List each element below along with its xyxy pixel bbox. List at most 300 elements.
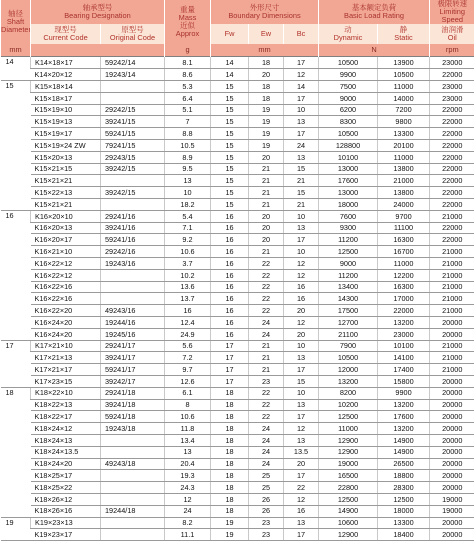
table-row (1, 493, 474, 505)
original-code-cell: 59242/14 (101, 57, 165, 69)
ew-cell: 21 (249, 187, 284, 199)
original-code-cell: 79241/15 (101, 140, 165, 152)
fw-header: Fw (211, 24, 249, 44)
fw-cell: 15 (211, 187, 249, 199)
dynamic-load-cell: 11200 (319, 234, 378, 246)
static-load-cell: 17400 (378, 364, 430, 376)
dynamic-load-cell: 21100 (319, 328, 378, 340)
static-load-cell: 14100 (378, 352, 430, 364)
mass-cell: 18.2 (165, 198, 211, 210)
table-row (1, 92, 474, 104)
bc-cell: 16 (284, 281, 319, 293)
table-row (1, 529, 474, 541)
oil-speed-cell: 23000 (430, 81, 474, 93)
table-row (1, 281, 474, 293)
bc-cell: 22 (284, 482, 319, 494)
mass-cell: 7.2 (165, 352, 211, 364)
static-load-cell: 14000 (378, 92, 430, 104)
oil-speed-cell: 22000 (430, 175, 474, 187)
table-row (1, 305, 474, 317)
bc-cell: 17 (284, 234, 319, 246)
fw-cell: 18 (211, 434, 249, 446)
oil-speed-cell: 21000 (430, 352, 474, 364)
original-code-cell: 19244/16 (101, 316, 165, 328)
original-code-cell (101, 175, 165, 187)
fw-cell: 18 (211, 446, 249, 458)
static-load-cell: 13900 (378, 57, 430, 69)
table-row (1, 234, 474, 246)
ew-cell: 22 (249, 281, 284, 293)
bc-cell: 13.5 (284, 446, 319, 458)
oil-speed-cell: 22000 (430, 234, 474, 246)
static-load-cell: 16300 (378, 234, 430, 246)
dynamic-load-cell: 7600 (319, 210, 378, 222)
original-code-cell: 39242/15 (101, 163, 165, 175)
dynamic-load-cell: 19000 (319, 458, 378, 470)
bc-cell: 17 (284, 470, 319, 482)
table-row (1, 517, 474, 529)
ew-cell: 21 (249, 198, 284, 210)
current-code-cell: K18×22×17 (31, 411, 101, 423)
mass-cell: 12.4 (165, 316, 211, 328)
mass-cell: 8.6 (165, 69, 211, 81)
fw-cell: 18 (211, 482, 249, 494)
current-code-cell: K19×23×13 (31, 517, 101, 529)
current-code-cell: K18×24×13 (31, 434, 101, 446)
static-load-cell: 13200 (378, 423, 430, 435)
fw-cell: 16 (211, 328, 249, 340)
fw-cell: 14 (211, 69, 249, 81)
bc-cell: 17 (284, 364, 319, 376)
ew-cell: 26 (249, 505, 284, 517)
original-code-cell: 29241/16 (101, 210, 165, 222)
original-code-cell (101, 92, 165, 104)
bc-cell: 17 (284, 529, 319, 541)
fw-cell: 18 (211, 399, 249, 411)
mass-cell: 8.2 (165, 517, 211, 529)
bc-cell: 17 (284, 411, 319, 423)
ew-cell: 20 (249, 69, 284, 81)
static-load-cell: 24000 (378, 198, 430, 210)
table-header (1, 0, 474, 57)
original-code-cell: 19245/16 (101, 328, 165, 340)
table-row (1, 434, 474, 446)
bc-cell: 20 (284, 328, 319, 340)
bc-cell: 15 (284, 163, 319, 175)
ew-cell: 18 (249, 81, 284, 93)
fw-cell: 18 (211, 411, 249, 423)
current-code-cell: K19×23×17 (31, 529, 101, 541)
ew-cell: 22 (249, 257, 284, 269)
bearing-designation-header: 轴承型号 Bearing Designation (31, 0, 165, 24)
ew-cell: 20 (249, 151, 284, 163)
dynamic-load-cell: 18000 (319, 198, 378, 210)
current-code-cell: K18×25×22 (31, 482, 101, 494)
mass-cell: 10.6 (165, 411, 211, 423)
table-row (1, 340, 474, 352)
table-row (1, 222, 474, 234)
bc-cell: 12 (284, 316, 319, 328)
ew-header: Ew (249, 24, 284, 44)
dynamic-load-cell: 13000 (319, 163, 378, 175)
bc-header: Bc (284, 24, 319, 44)
mass-cell: 9.2 (165, 234, 211, 246)
original-code-cell (101, 81, 165, 93)
dynamic-load-cell: 17600 (319, 175, 378, 187)
original-code-cell (101, 293, 165, 305)
ew-cell: 22 (249, 399, 284, 411)
shaft-diameter-cell: 17 (1, 340, 31, 387)
table-row (1, 399, 474, 411)
unit-shaft: mm (1, 44, 31, 57)
ew-cell: 22 (249, 411, 284, 423)
bc-cell: 21 (284, 175, 319, 187)
fw-cell: 15 (211, 163, 249, 175)
original-code-cell: 49243/16 (101, 305, 165, 317)
current-code-cell: K16×22×16 (31, 293, 101, 305)
current-code-cell: K15×21×21 (31, 175, 101, 187)
mass-cell: 9.7 (165, 364, 211, 376)
original-code-cell: 59241/17 (101, 364, 165, 376)
fw-cell: 15 (211, 175, 249, 187)
original-code-cell: 39242/15 (101, 187, 165, 199)
mass-header: 重量 Mass 近似 Approx (165, 0, 211, 44)
table-row (1, 163, 474, 175)
fw-cell: 14 (211, 57, 249, 69)
current-code-cell: K14×18×17 (31, 57, 101, 69)
fw-cell: 19 (211, 529, 249, 541)
original-code-cell: 39242/17 (101, 375, 165, 387)
mass-cell: 9.5 (165, 163, 211, 175)
table-row (1, 423, 474, 435)
bc-cell: 13 (284, 434, 319, 446)
ew-cell: 19 (249, 104, 284, 116)
fw-cell: 15 (211, 92, 249, 104)
oil-speed-cell: 22000 (430, 69, 474, 81)
ew-cell: 20 (249, 222, 284, 234)
mass-cell: 10.5 (165, 140, 211, 152)
current-code-cell: K16×21×10 (31, 246, 101, 258)
dynamic-load-cell: 12500 (319, 411, 378, 423)
original-code-cell: 19243/16 (101, 257, 165, 269)
current-code-cell: K16×22×12 (31, 257, 101, 269)
original-code-cell: 39241/15 (101, 116, 165, 128)
fw-cell: 17 (211, 340, 249, 352)
static-load-cell: 10500 (378, 69, 430, 81)
static-header: 静 Static (378, 24, 430, 44)
mass-cell: 13.4 (165, 434, 211, 446)
current-code-cell: K16×22×16 (31, 281, 101, 293)
boundary-dimensions-header: 外形尺寸 Boundary Dimensions (211, 0, 319, 24)
ew-cell: 20 (249, 210, 284, 222)
table-row (1, 187, 474, 199)
unit-load: N (319, 44, 430, 57)
ew-cell: 25 (249, 470, 284, 482)
table-row (1, 269, 474, 281)
ew-cell: 22 (249, 269, 284, 281)
ew-cell: 23 (249, 517, 284, 529)
oil-speed-cell: 19000 (430, 505, 474, 517)
current-code-cell: K17×21×13 (31, 352, 101, 364)
limiting-speed-header: 极限转速 Limiting Speed (430, 0, 474, 24)
dynamic-load-cell: 14900 (319, 505, 378, 517)
oil-speed-cell: 21000 (430, 293, 474, 305)
current-code-header: 现型号 Current Code (31, 24, 101, 44)
current-code-cell: K16×22×12 (31, 269, 101, 281)
bc-cell: 17 (284, 92, 319, 104)
bc-cell: 20 (284, 458, 319, 470)
oil-speed-cell: 23000 (430, 92, 474, 104)
table-row (1, 411, 474, 423)
oil-speed-cell: 21000 (430, 281, 474, 293)
dynamic-load-cell: 12000 (319, 364, 378, 376)
bc-cell: 21 (284, 198, 319, 210)
original-code-cell: 29241/17 (101, 340, 165, 352)
bc-cell: 13 (284, 116, 319, 128)
original-code-cell (101, 529, 165, 541)
original-code-cell: 19243/14 (101, 69, 165, 81)
static-load-cell: 26500 (378, 458, 430, 470)
shaft-diameter-cell: 14 (1, 57, 31, 81)
current-code-cell: K18×24×13.5 (31, 446, 101, 458)
static-load-cell: 18800 (378, 470, 430, 482)
static-load-cell: 13300 (378, 517, 430, 529)
mass-cell: 5.4 (165, 210, 211, 222)
fw-cell: 16 (211, 246, 249, 258)
bc-cell: 14 (284, 81, 319, 93)
bc-cell: 10 (284, 104, 319, 116)
original-code-cell (101, 470, 165, 482)
fw-cell: 17 (211, 364, 249, 376)
mass-cell: 8.1 (165, 57, 211, 69)
table-row (1, 175, 474, 187)
fw-cell: 17 (211, 352, 249, 364)
table-row (1, 505, 474, 517)
mass-cell: 5.3 (165, 81, 211, 93)
original-code-cell: 39241/16 (101, 222, 165, 234)
bc-cell: 12 (284, 69, 319, 81)
static-load-cell: 11100 (378, 222, 430, 234)
ew-cell: 24 (249, 316, 284, 328)
oil-speed-cell: 23000 (430, 57, 474, 69)
dynamic-load-cell: 9300 (319, 222, 378, 234)
fw-cell: 16 (211, 305, 249, 317)
table-row (1, 364, 474, 376)
oil-speed-cell: 20000 (430, 411, 474, 423)
original-code-header: 原型号 Original Code (101, 24, 165, 44)
bc-cell: 13 (284, 399, 319, 411)
table-row (1, 140, 474, 152)
fw-cell: 18 (211, 458, 249, 470)
mass-cell: 10.2 (165, 269, 211, 281)
dynamic-load-cell: 11200 (319, 269, 378, 281)
bc-cell: 16 (284, 505, 319, 517)
ew-cell: 21 (249, 352, 284, 364)
oil-speed-cell: 21000 (430, 246, 474, 258)
current-code-cell: K15×19×17 (31, 128, 101, 140)
dynamic-load-cell: 9000 (319, 92, 378, 104)
ew-cell: 26 (249, 493, 284, 505)
ew-cell: 24 (249, 458, 284, 470)
original-code-cell (101, 281, 165, 293)
original-code-cell: 39241/17 (101, 352, 165, 364)
mass-cell: 5.1 (165, 104, 211, 116)
unit-mass: g (165, 44, 211, 57)
original-code-cell (101, 493, 165, 505)
fw-cell: 15 (211, 128, 249, 140)
bc-cell: 13 (284, 151, 319, 163)
mass-cell: 3.7 (165, 257, 211, 269)
oil-speed-cell: 22000 (430, 198, 474, 210)
original-code-cell: 49243/18 (101, 458, 165, 470)
mass-cell: 7 (165, 116, 211, 128)
oil-speed-cell: 22000 (430, 187, 474, 199)
current-code-cell: K15×19×13 (31, 116, 101, 128)
ew-cell: 23 (249, 529, 284, 541)
current-code-cell: K18×22×13 (31, 399, 101, 411)
oil-speed-cell: 22000 (430, 104, 474, 116)
static-load-cell: 9700 (378, 210, 430, 222)
fw-cell: 15 (211, 81, 249, 93)
fw-cell: 17 (211, 375, 249, 387)
shaft-diameter-cell: 15 (1, 81, 31, 211)
static-load-cell: 9900 (378, 387, 430, 399)
current-code-cell: K16×20×10 (31, 210, 101, 222)
mass-cell: 11.8 (165, 423, 211, 435)
table-row (1, 316, 474, 328)
dynamic-load-cell: 12700 (319, 316, 378, 328)
current-code-cell: K18×25×17 (31, 470, 101, 482)
mass-cell: 20.4 (165, 458, 211, 470)
dynamic-load-cell: 10100 (319, 151, 378, 163)
ew-cell: 21 (249, 163, 284, 175)
bc-cell: 12 (284, 269, 319, 281)
oil-speed-cell: 20000 (430, 434, 474, 446)
static-load-cell: 28300 (378, 482, 430, 494)
static-load-cell: 12500 (378, 493, 430, 505)
fw-cell: 15 (211, 116, 249, 128)
oil-speed-cell: 22000 (430, 140, 474, 152)
current-code-cell: K15×20×13 (31, 151, 101, 163)
oil-speed-cell: 19000 (430, 493, 474, 505)
table-row (1, 151, 474, 163)
oil-speed-cell: 20000 (430, 387, 474, 399)
original-code-cell: 39241/18 (101, 399, 165, 411)
dynamic-load-cell: 13000 (319, 187, 378, 199)
fw-cell: 18 (211, 387, 249, 399)
mass-cell: 12 (165, 493, 211, 505)
basic-load-rating-header: 基本额定负荷 Basic Load Rating (319, 0, 430, 24)
oil-speed-cell: 21000 (430, 305, 474, 317)
dynamic-load-cell: 10500 (319, 352, 378, 364)
oil-speed-cell: 20000 (430, 446, 474, 458)
bc-cell: 13 (284, 222, 319, 234)
bc-cell: 10 (284, 340, 319, 352)
bc-cell: 10 (284, 387, 319, 399)
shaft-diameter-cell: 18 (1, 387, 31, 517)
static-load-cell: 23000 (378, 328, 430, 340)
table-row (1, 458, 474, 470)
original-code-cell (101, 198, 165, 210)
static-load-cell: 14900 (378, 434, 430, 446)
original-code-cell (101, 269, 165, 281)
mass-cell: 10 (165, 187, 211, 199)
dynamic-load-cell: 10500 (319, 128, 378, 140)
ew-cell: 23 (249, 375, 284, 387)
table-row (1, 104, 474, 116)
oil-speed-cell: 20000 (430, 328, 474, 340)
mass-cell: 6.1 (165, 387, 211, 399)
current-code-cell: K15×18×14 (31, 81, 101, 93)
ew-cell: 22 (249, 305, 284, 317)
static-load-cell: 13300 (378, 128, 430, 140)
original-code-cell: 59241/15 (101, 128, 165, 140)
current-code-cell: K16×24×20 (31, 328, 101, 340)
oil-speed-cell: 20000 (430, 517, 474, 529)
oil-speed-cell: 20000 (430, 458, 474, 470)
ew-cell: 24 (249, 328, 284, 340)
static-load-cell: 10100 (378, 340, 430, 352)
dynamic-load-cell: 12900 (319, 446, 378, 458)
dynamic-load-cell: 16500 (319, 470, 378, 482)
dynamic-load-cell: 14300 (319, 293, 378, 305)
oil-speed-cell: 20000 (430, 375, 474, 387)
fw-cell: 16 (211, 293, 249, 305)
table-row (1, 116, 474, 128)
dynamic-load-cell: 7500 (319, 81, 378, 93)
oil-speed-cell: 22000 (430, 128, 474, 140)
oil-speed-cell: 22000 (430, 222, 474, 234)
original-code-cell: 29242/15 (101, 104, 165, 116)
dynamic-load-cell: 22800 (319, 482, 378, 494)
dynamic-header: 动 Dynamic (319, 24, 378, 44)
oil-speed-cell: 20000 (430, 423, 474, 435)
mass-cell: 13 (165, 446, 211, 458)
bc-cell: 10 (284, 246, 319, 258)
static-load-cell: 15800 (378, 375, 430, 387)
bc-cell: 17 (284, 57, 319, 69)
static-load-cell: 22000 (378, 305, 430, 317)
fw-cell: 18 (211, 505, 249, 517)
original-code-cell: 59241/16 (101, 234, 165, 246)
fw-cell: 18 (211, 423, 249, 435)
table-row (1, 57, 474, 69)
mass-cell: 13.7 (165, 293, 211, 305)
current-code-cell: K18×26×16 (31, 505, 101, 517)
original-code-cell: 29243/15 (101, 151, 165, 163)
oil-speed-cell: 22000 (430, 163, 474, 175)
table-row (1, 81, 474, 93)
dynamic-load-cell: 12500 (319, 493, 378, 505)
bc-cell: 12 (284, 423, 319, 435)
ew-cell: 22 (249, 387, 284, 399)
static-load-cell: 13200 (378, 316, 430, 328)
original-code-cell: 19243/18 (101, 423, 165, 435)
static-load-cell: 18400 (378, 529, 430, 541)
static-load-cell: 16700 (378, 246, 430, 258)
ew-cell: 18 (249, 92, 284, 104)
dynamic-load-cell: 13200 (319, 375, 378, 387)
oil-speed-cell: 21000 (430, 257, 474, 269)
current-code-cell: K18×24×12 (31, 423, 101, 435)
current-code-cell: K15×21×15 (31, 163, 101, 175)
fw-cell: 18 (211, 470, 249, 482)
table-row (1, 210, 474, 222)
oil-speed-cell: 21000 (430, 269, 474, 281)
dynamic-load-cell: 9000 (319, 257, 378, 269)
table-row (1, 257, 474, 269)
shaft-diameter-cell: 19 (1, 517, 31, 541)
